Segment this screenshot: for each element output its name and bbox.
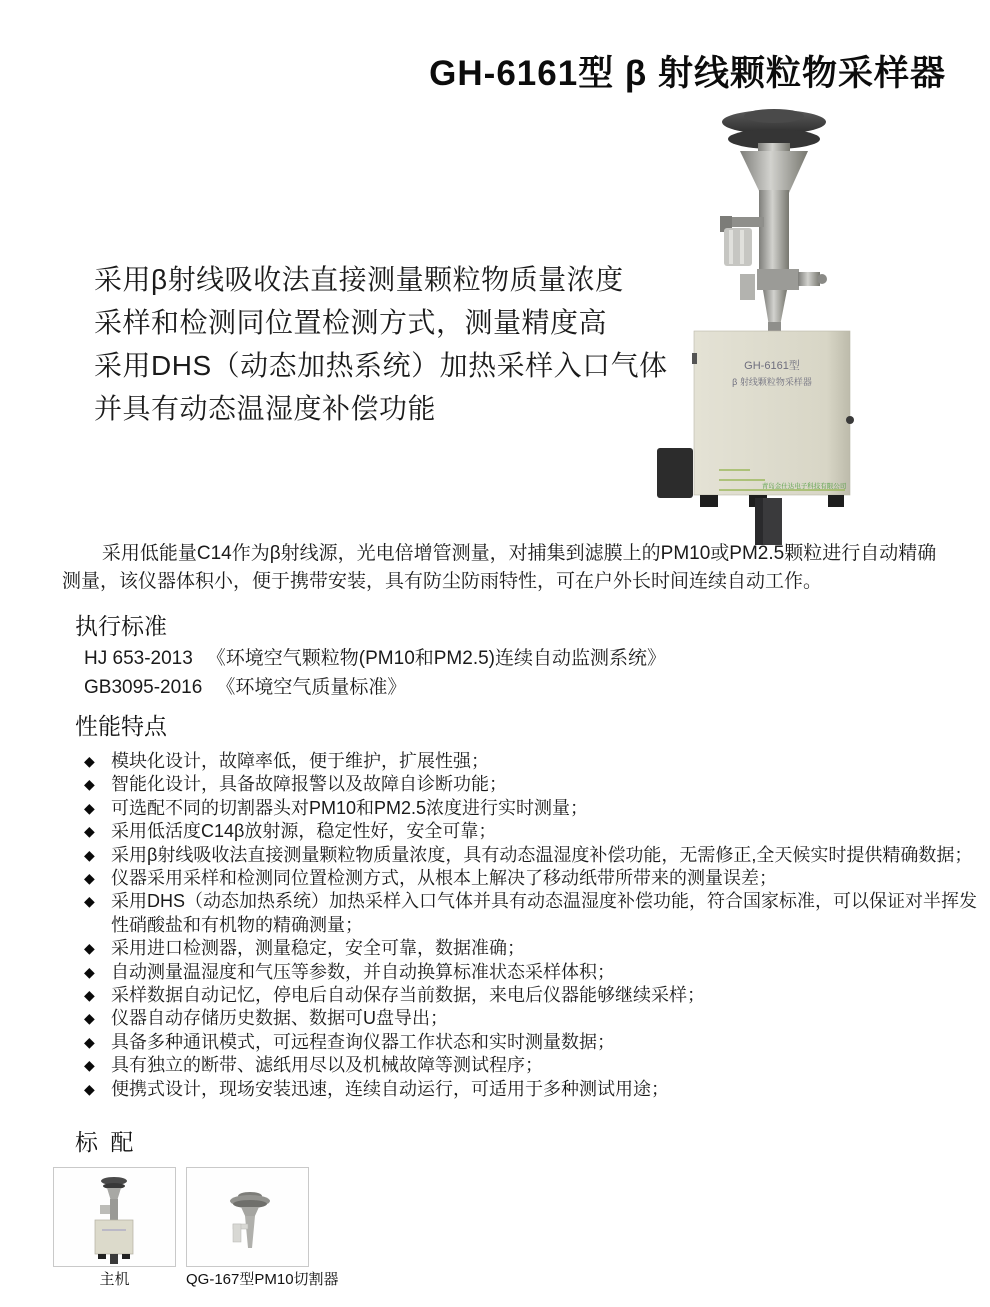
feature-text: 便携式设计，现场安装迅速，连续自动运行，可适用于多种测试用途； [111,1078,669,1099]
diamond-bullet-icon: ◆ [84,1057,95,1074]
feature-text: 具备多种通讯模式，可远程查询仪器工作状态和实时测量数据； [111,1031,615,1052]
diamond-bullet-icon: ◆ [84,1033,95,1050]
intro-highlights [94,258,668,430]
standard-item [84,645,666,674]
intro-line: 采用DHS（动态加热系统）加热采样入口气体 [94,350,668,381]
side-unit [657,448,693,498]
accessory-caption: QG-167型PM10切割器 [186,1271,339,1288]
diamond-bullet-icon: ◆ [84,823,95,840]
diamond-bullet-icon: ◆ [84,987,95,1004]
box-label-name: β 射线颗粒物采样器 [732,377,812,387]
feature-item [84,890,982,937]
intro-line: 采用β射线吸收法直接测量颗粒物质量浓度 [94,264,624,295]
feature-item [84,773,982,796]
diamond-bullet-icon: ◆ [84,846,95,863]
feature-item [84,1054,982,1077]
feature-text: 模块化设计，故障率低，便于维护，扩展性强； [111,751,489,771]
door-knob-icon [846,416,854,424]
company-name: 青岛金仕达电子科技有限公司 [761,483,847,490]
accessory-caption: 主机 [99,1271,130,1288]
product-photo [652,98,990,545]
pole-shadow [755,498,763,545]
intro-line: 采样和检测同位置检测方式，测量精度高 [94,307,608,338]
main-unit-icon [54,1168,175,1266]
diamond-bullet-icon: ◆ [84,870,95,887]
feature-text: 具有独立的断带、滤纸用尽以及机械故障等测试程序； [111,1055,543,1076]
feature-text: 采用β射线吸收法直接测量颗粒物质量浓度，具有动态温湿度补偿功能，无需修正,全天候实时提供精确数据； [111,844,973,865]
diamond-bullet-icon: ◆ [84,776,95,793]
feature-text: 可选配不同的切割器头对PM10和PM2.5浓度进行实时测量； [111,797,589,818]
enclosure-box [692,331,854,495]
feature-text: 智能化设计，具备故障报警以及故障自诊断功能； [111,774,507,795]
feature-item [84,797,982,820]
feature-text: 仪器自动存储历史数据、数据可U盘导出； [111,1008,448,1029]
feature-item [84,1031,982,1054]
features-list [84,750,982,1101]
feature-item [84,937,982,960]
diamond-bullet-icon: ◆ [84,799,95,816]
standard-title: 《环境空气颗粒物(PM10和PM2.5)连续自动监测系统》 [206,648,666,669]
diamond-bullet-icon: ◆ [84,940,95,957]
inlet-funnel [740,151,808,193]
diamond-bullet-icon: ◆ [84,893,95,910]
page-title: GH-6161型 β 射线颗粒物采样器 [429,54,946,93]
rain-cap-icon [722,109,826,153]
diamond-bullet-icon: ◆ [84,1010,95,1027]
feature-item [84,844,982,867]
standards-list [84,645,666,702]
feature-text: 自动测量温湿度和气压等参数，并自动换算标准状态采样体积； [111,961,615,982]
feature-item [84,984,982,1007]
accessory-thumb-pm10-cutter [186,1167,309,1267]
feature-text: 仪器采用采样和检测同位置检测方式，从根本上解决了移动纸带所带来的测量误差； [111,868,777,889]
standard-code: GB3095-2016 [84,676,203,698]
feature-text: 采样数据自动记忆，停电后自动保存当前数据，来电后仪器能够继续采样； [111,985,705,1006]
feature-item [84,820,982,843]
accessory-thumb-main-unit [53,1167,176,1267]
standard-code: HJ 653-2013 [84,648,193,669]
lower-taper [763,290,787,326]
feature-item [84,1078,982,1101]
product-description: 采用低能量C14作为β射线源，光电倍增管测量，对捕集到滤膜上的PM10或PM2.5颗粒进行自动精确测量，该仪器体积小，便于携带安装，具有防尘防雨特性，可在户外长时间连续自动工作。 [62,543,937,592]
sensor-attachment [720,216,764,266]
standards-heading: 执行标准 [75,613,167,639]
feature-item [84,1007,982,1030]
diamond-bullet-icon: ◆ [84,963,95,980]
standard-item [84,674,666,703]
intro-line: 并具有动态温湿度补偿功能 [94,393,437,424]
features-heading: 性能特点 [75,713,167,739]
feature-item [84,750,982,773]
sampling-tube [759,190,789,272]
diamond-bullet-icon: ◆ [84,753,95,769]
accessories-heading: 标 配 [75,1129,137,1155]
feature-text: 采用低活度C14β放射源，稳定性好，安全可靠； [111,821,497,842]
pm10-cutter-icon [187,1168,308,1266]
feature-item [84,867,982,890]
feature-text: 采用DHS（动态加热系统）加热采样入口气体并具有动态温湿度补偿功能，符合国家标准，可以保证对半挥发性硝酸盐和有机物的精确测量； [111,891,977,935]
diamond-bullet-icon: ◆ [84,1080,95,1097]
box-label-model: GH-6161型 [744,360,800,372]
sampler-illustration [652,98,990,545]
standard-title: 《环境空气质量标准》 [216,676,407,698]
feature-text: 采用进口检测器，测量稳定，安全可靠，数据准确； [111,938,525,959]
feature-item [84,961,982,984]
